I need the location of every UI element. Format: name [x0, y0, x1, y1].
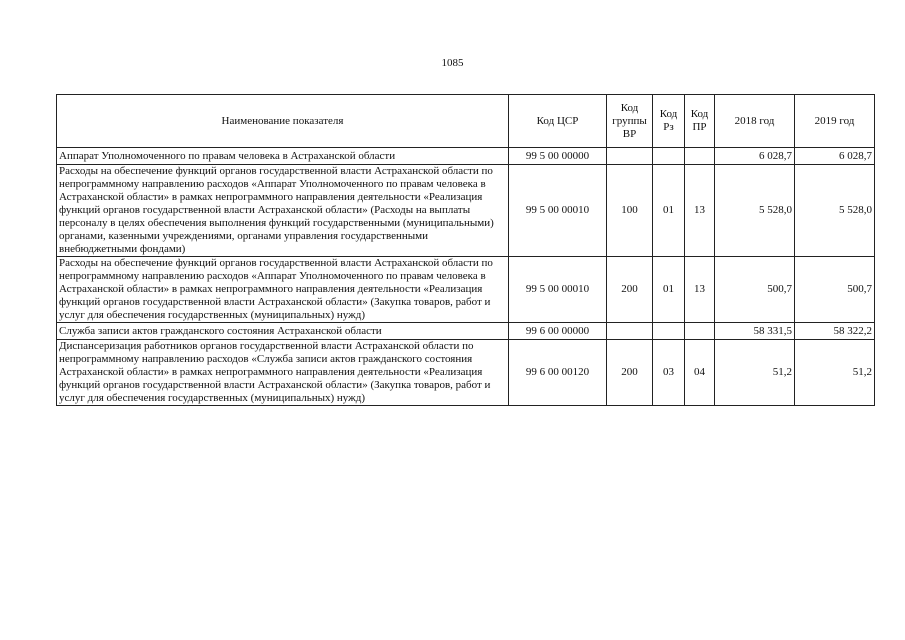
header-name: Наименование показателя [57, 95, 509, 148]
row-2018: 51,2 [715, 340, 795, 406]
table-row [57, 340, 875, 406]
header-2018: 2018 год [715, 95, 795, 148]
row-vr: 200 [607, 340, 653, 406]
page-number: 1085 [441, 57, 464, 69]
row-pr: 13 [685, 257, 715, 323]
header-csr: Код ЦСР [509, 95, 607, 148]
row-name: Служба записи актов гражданского состояния Астраханской области [57, 323, 509, 340]
row-rz: 01 [653, 257, 685, 323]
row-2019: 5 528,0 [795, 165, 875, 257]
row-vr [607, 323, 653, 340]
row-2018: 6 028,7 [715, 148, 795, 165]
row-2018: 5 528,0 [715, 165, 795, 257]
row-2019: 58 322,2 [795, 323, 875, 340]
row-name: Диспансеризация работников органов государственной власти Астраханской области по непрограммному направлению расходов «Служба записи актов гражданского состояния Астраханской области» в рамках непрограммного направления деятельности «Реализация функций органов государственной власти Астраханской области» (Закупка товаров, работ и услуг для обеспечения государственных (муниципальных) нужд) [57, 340, 509, 406]
table-row [57, 257, 875, 323]
header-pr: Код ПР [685, 95, 715, 148]
header-vr: Код группы ВР [607, 95, 653, 148]
row-csr: 99 6 00 00000 [509, 323, 607, 340]
row-2019: 500,7 [795, 257, 875, 323]
table-row [57, 323, 875, 340]
row-name: Расходы на обеспечение функций органов государственной власти Астраханской области по непрограммному направлению расходов «Аппарат Уполномоченного по правам человека в Астраханской области» в рамках непрограммного направления деятельности «Реализация функций органов государственной власти Астраханской области» (Расходы на выплаты персоналу в целях обеспечения выполнения функций государственными (муниципальными) органами, казенными учреждениями, органами управления государственными внебюджетными фондами) [57, 165, 509, 257]
row-2018: 58 331,5 [715, 323, 795, 340]
row-rz: 01 [653, 165, 685, 257]
table-row [57, 165, 875, 257]
row-vr [607, 148, 653, 165]
row-pr [685, 323, 715, 340]
row-csr: 99 5 00 00010 [509, 165, 607, 257]
row-name: Аппарат Уполномоченного по правам человека в Астраханской области [57, 148, 509, 165]
row-vr: 100 [607, 165, 653, 257]
row-2019: 6 028,7 [795, 148, 875, 165]
row-rz [653, 148, 685, 165]
row-vr: 200 [607, 257, 653, 323]
table-header-row [57, 95, 875, 148]
row-csr: 99 6 00 00120 [509, 340, 607, 406]
row-csr: 99 5 00 00000 [509, 148, 607, 165]
row-csr: 99 5 00 00010 [509, 257, 607, 323]
header-2019: 2019 год [795, 95, 875, 148]
row-2019: 51,2 [795, 340, 875, 406]
row-pr: 04 [685, 340, 715, 406]
row-pr [685, 148, 715, 165]
budget-table [56, 94, 875, 406]
header-rz: Код Рз [653, 95, 685, 148]
row-2018: 500,7 [715, 257, 795, 323]
row-rz [653, 323, 685, 340]
table-row [57, 148, 875, 165]
row-rz: 03 [653, 340, 685, 406]
row-name: Расходы на обеспечение функций органов государственной власти Астраханской области по непрограммному направлению расходов «Аппарат Уполномоченного по правам человека в Астраханской области» в рамках непрограммного направления деятельности «Реализация функций органов государственной власти Астраханской области» (Закупка товаров, работ и услуг для обеспечения государственных (муниципальных) нужд) [57, 257, 509, 323]
row-pr: 13 [685, 165, 715, 257]
